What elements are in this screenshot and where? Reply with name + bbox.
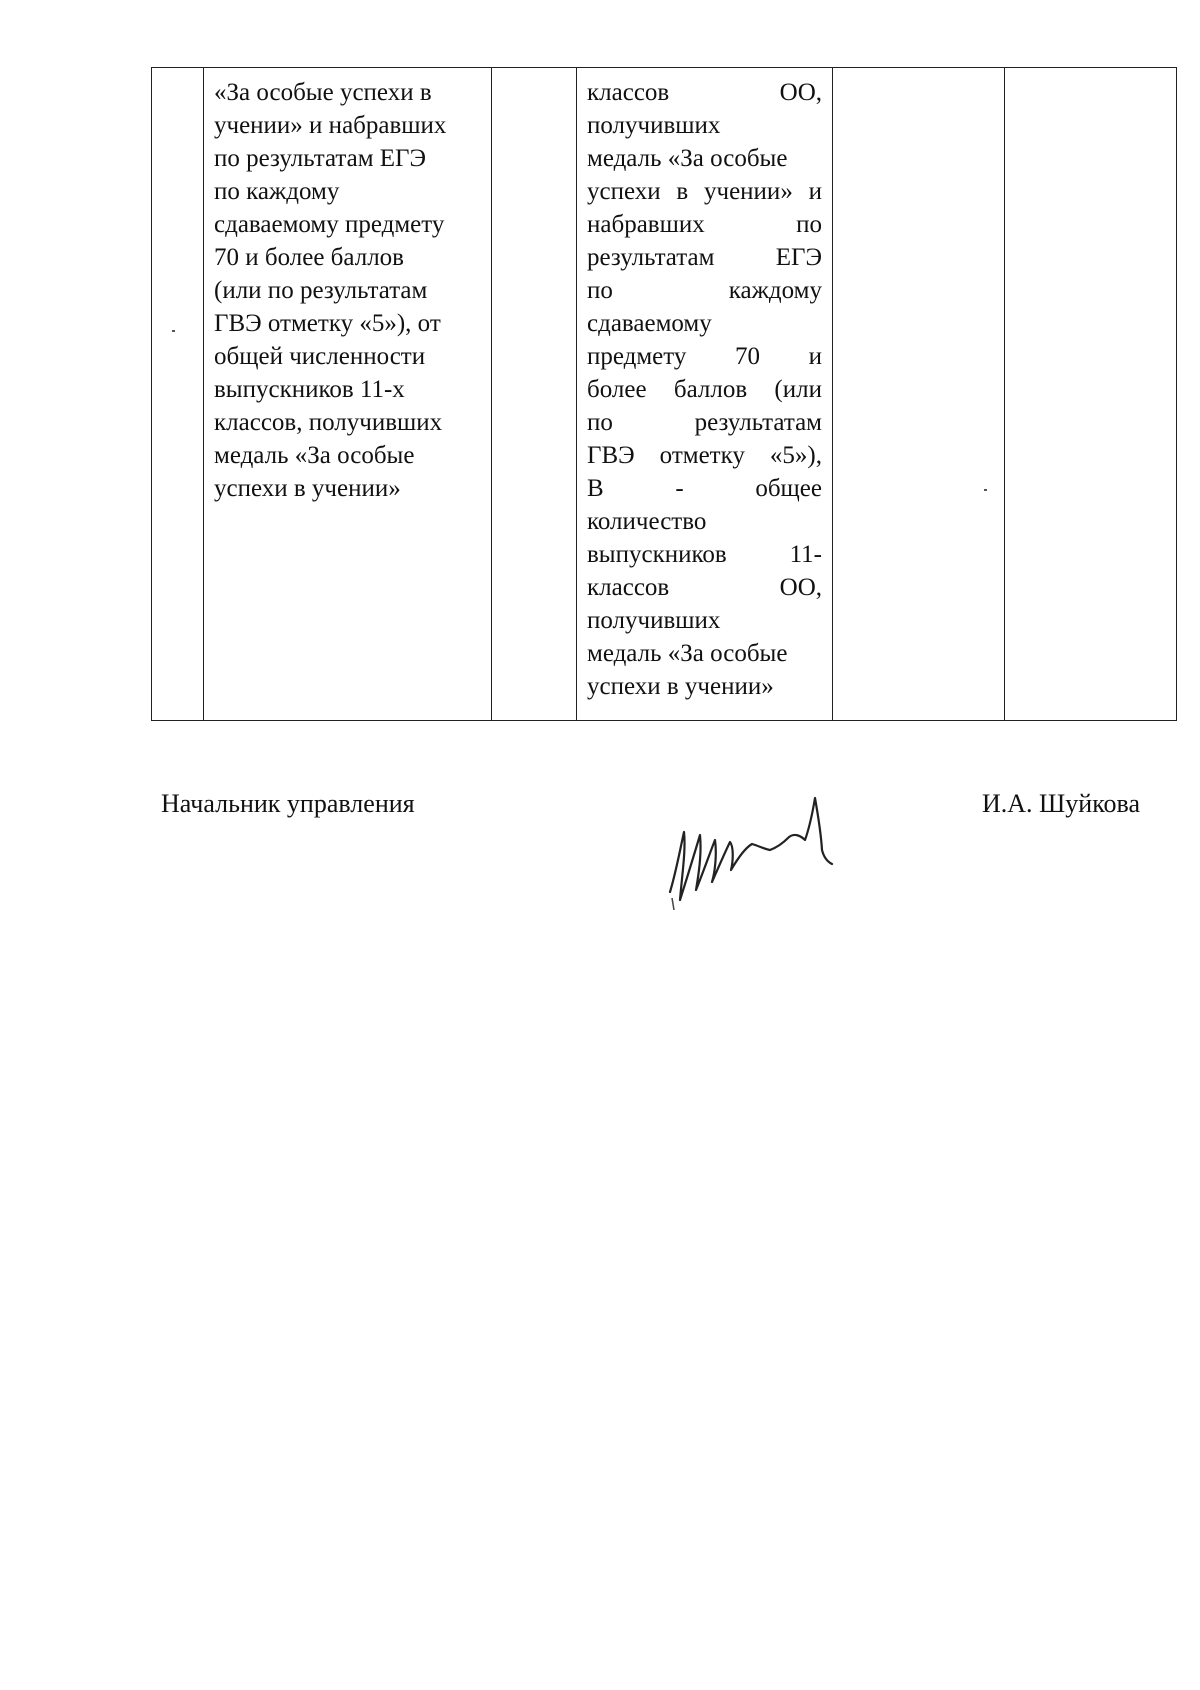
cell-text-line: по каждому bbox=[587, 277, 822, 304]
signatory-position: Начальник управления bbox=[161, 789, 415, 818]
cell-text-line: (или по результатам bbox=[214, 277, 428, 304]
cell-text-line: ГВЭ отметку «5»), от bbox=[214, 310, 441, 337]
cell-text-line: учении» и набравших bbox=[214, 112, 447, 139]
scan-speck bbox=[172, 330, 175, 332]
cell-text-line: выпускников 11-х bbox=[214, 376, 405, 403]
cell-text-line: 70 и более баллов bbox=[214, 244, 404, 271]
cell-text-line: более баллов (или bbox=[587, 376, 822, 403]
table-cell-indicator-name bbox=[204, 68, 492, 721]
cell-text-line: В - общее bbox=[587, 475, 822, 502]
cell-text-line: сдаваемому bbox=[587, 310, 712, 337]
cell-text-line: по результатам bbox=[587, 409, 822, 436]
signatory-name: И.А. Шуйкова bbox=[982, 789, 1140, 818]
cell-text-line: медаль «За особые bbox=[587, 145, 788, 172]
table-cell-number bbox=[152, 68, 204, 721]
cell-text-line: классов ОО, bbox=[587, 574, 822, 601]
cell-text-line: набравших по bbox=[587, 211, 822, 238]
cell-text-line: количество bbox=[587, 508, 707, 535]
cell-text-line: сдаваемому предмету bbox=[214, 211, 445, 238]
cell-text-line: получивших bbox=[587, 607, 721, 634]
cell-text-line: выпускников 11- bbox=[587, 541, 822, 568]
table-cell-formula bbox=[577, 68, 833, 721]
scan-speck bbox=[984, 489, 987, 491]
cell-text-line: успехи в учении» bbox=[587, 673, 774, 700]
cell-text-line: медаль «За особые bbox=[587, 640, 788, 667]
cell-text-line: классов ОО, bbox=[587, 79, 822, 106]
cell-text-line: по результатам ЕГЭ bbox=[214, 145, 427, 172]
cell-text-line: классов, получивших bbox=[214, 409, 443, 436]
table-cell-value bbox=[833, 68, 1005, 721]
cell-text-line: ГВЭ отметку «5»), bbox=[587, 442, 822, 469]
cell-text-line: результатам ЕГЭ bbox=[587, 244, 822, 271]
handwritten-signature-icon bbox=[660, 750, 880, 910]
table-cell-unit bbox=[492, 68, 577, 721]
cell-text-line: медаль «За особые bbox=[214, 442, 415, 469]
cell-text-line: по каждому bbox=[214, 178, 340, 205]
table-cell-note bbox=[1005, 68, 1177, 721]
cell-text-line: успехи в учении» и bbox=[587, 178, 822, 205]
document-table bbox=[151, 67, 1177, 721]
cell-text-line: предмету 70 и bbox=[587, 343, 822, 370]
cell-text-line: общей численности bbox=[214, 343, 426, 370]
table-row bbox=[152, 68, 1177, 721]
cell-text-line: получивших bbox=[587, 112, 721, 139]
cell-text-line: «За особые успехи в bbox=[214, 79, 432, 106]
cell-text-line: успехи в учении» bbox=[214, 475, 401, 502]
